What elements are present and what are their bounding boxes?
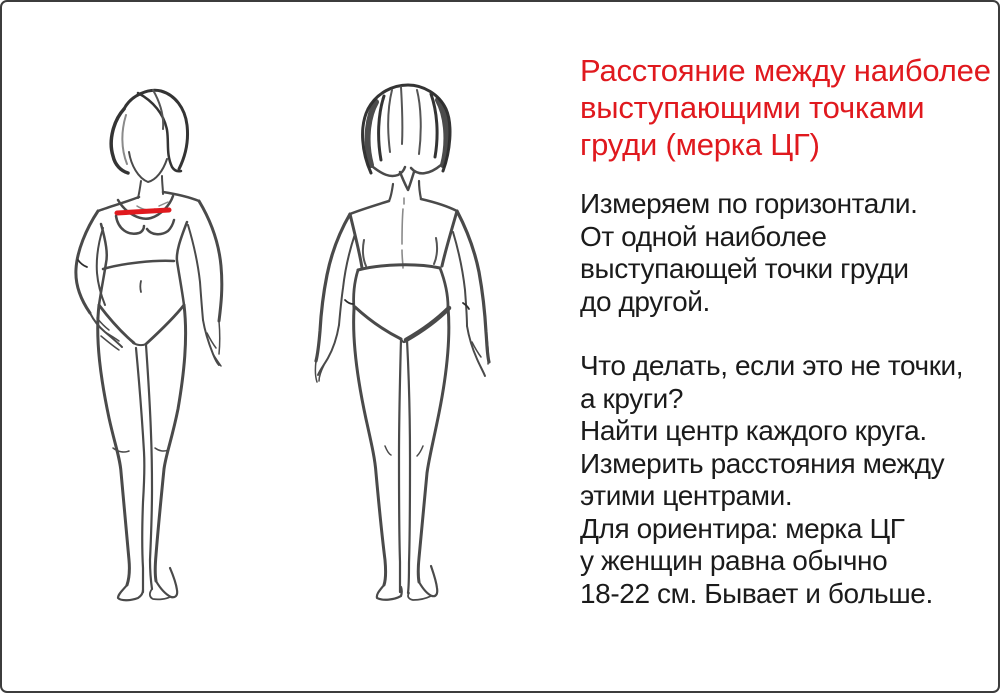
bust-points-measure-line — [117, 210, 169, 213]
body-sketches — [2, 2, 562, 693]
figure-front-view — [76, 90, 222, 600]
title-line: груди (мерка ЦГ) — [580, 127, 820, 162]
text-panel — [580, 52, 992, 610]
title-line: Расстояние между наиболее — [580, 53, 991, 88]
page-title — [580, 52, 992, 163]
text-line: у женщин равна обычно — [580, 545, 888, 576]
text-line: Найти центр каждого круга. — [580, 415, 927, 446]
text-line: Что делать, если это не точки, — [580, 350, 964, 381]
text-line: 18-22 см. Бывает и больше. — [580, 577, 933, 609]
paragraph-circles-and-reference — [580, 350, 992, 610]
text-line: От одной наиболее — [580, 220, 827, 252]
text-line: а круги? — [580, 382, 684, 414]
figure-back-view — [315, 85, 489, 600]
text-line: Для ориентира: мерка ЦГ — [580, 512, 905, 544]
text-line: Измерить расстояния между — [580, 447, 945, 479]
text-line: выступающей точки груди — [580, 253, 909, 284]
paragraph-how-to-measure — [580, 188, 992, 318]
text-line: этими центрами. — [580, 480, 793, 511]
text-line: Измеряем по горизонтали. — [580, 188, 918, 219]
title-line: выступающими точками — [580, 90, 925, 125]
text-line: до другой. — [580, 285, 710, 317]
